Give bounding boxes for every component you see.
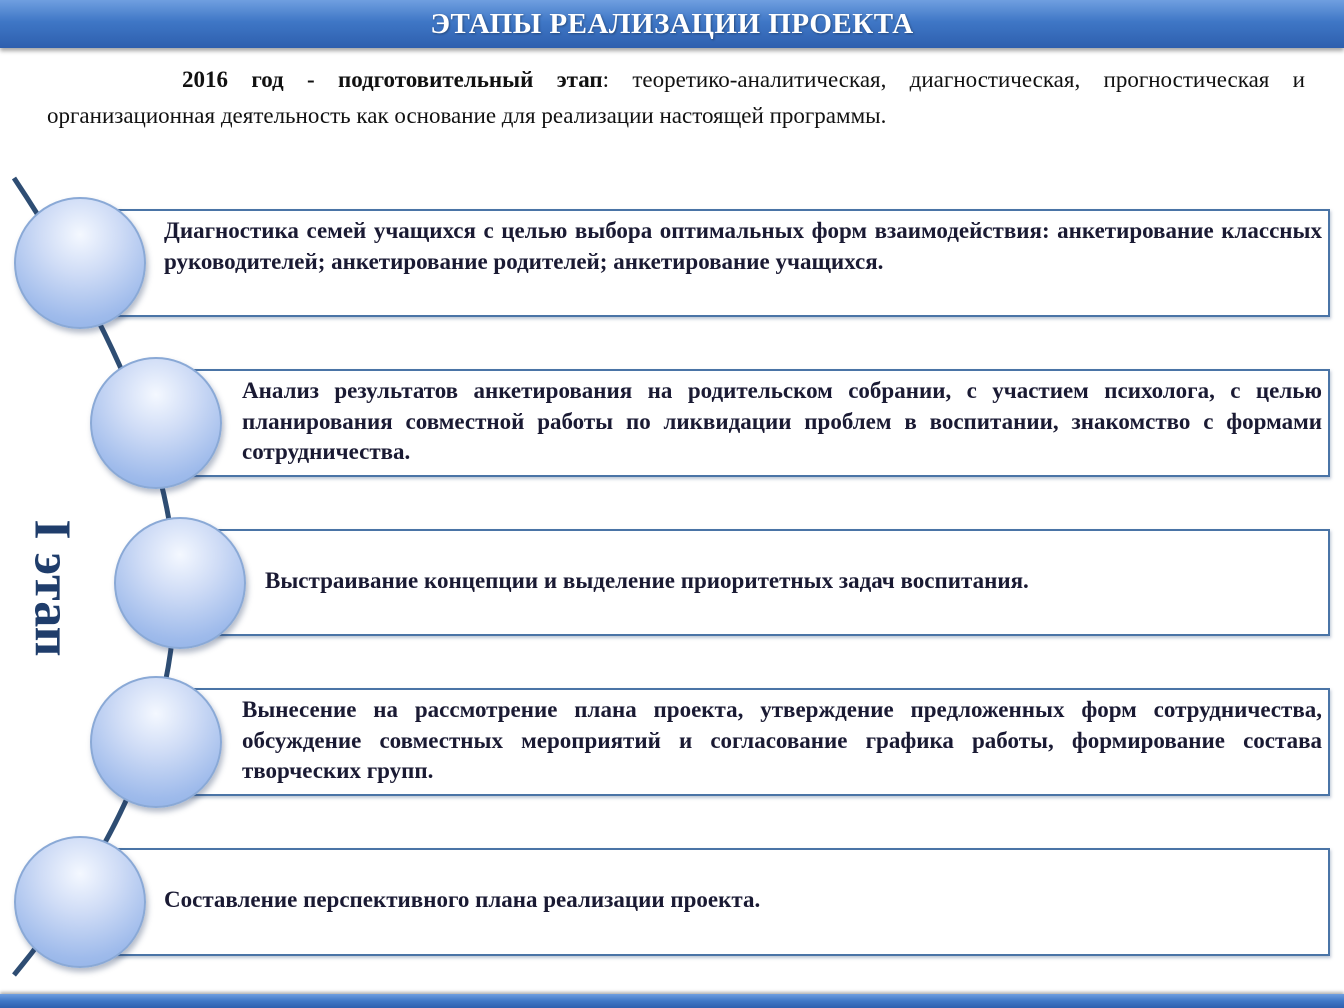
page-title: ЭТАПЫ РЕАЛИЗАЦИИ ПРОЕКТА bbox=[430, 7, 914, 40]
intro-rest: : теоретико-аналитическая, диагностическая, прогностическая и организационная деятельность как основание для реализации настоящей программы. bbox=[47, 67, 1305, 128]
step-circle-2 bbox=[90, 357, 222, 489]
step-circle-5 bbox=[14, 836, 146, 968]
step-circle-1 bbox=[14, 197, 146, 329]
bottom-bar bbox=[0, 994, 1344, 1008]
stage-label: I этап bbox=[23, 519, 81, 657]
step-circle-3 bbox=[114, 517, 246, 649]
intro-bold: 2016 год - подготовительный этап bbox=[182, 67, 603, 92]
step-text-3: Выстраивание концепции и выделение приоритетных задач воспитания. bbox=[265, 568, 1029, 593]
step-text-5: Составление перспективного плана реализации проекта. bbox=[164, 887, 761, 912]
step-text-2: Анализ результатов анкетирования на родительском собрании, с участием психолога, с целью планирования совместной работы по ликвидации проблем в воспитании, знакомство с формами сотрудничества. bbox=[242, 378, 1322, 464]
step-circle-4 bbox=[90, 676, 222, 808]
step-text-1: Диагностика семей учащихся с целью выбора оптимальных форм взаимодействия: анкетирование классных руководителей; анкетирование родителей; анкетирование учащихся. bbox=[164, 218, 1322, 274]
step-text-4: Вынесение на рассмотрение плана проекта, утверждение предложенных форм сотрудничества, обсуждение совместных мероприятий и согласование графика работы, формирование состава творческих групп. bbox=[242, 697, 1322, 783]
